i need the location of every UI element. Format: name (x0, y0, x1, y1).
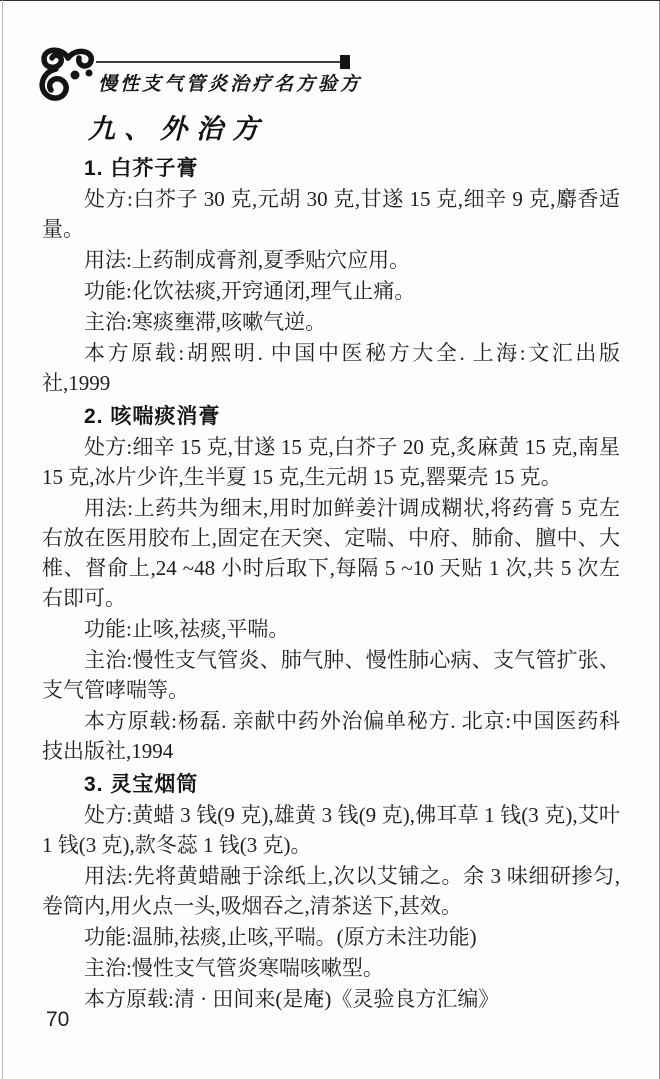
page-header (34, 44, 660, 110)
rule-end-square-icon (340, 55, 350, 69)
page-content (42, 112, 620, 1015)
prescription-3 (42, 772, 620, 1014)
prescription-3-usage: 用法:先将黄蜡融于涂纸上,次以艾铺之。余 3 味细研掺匀,卷筒内,用火点一头,吸烟吞之,清茶送下,甚效。 (42, 864, 620, 918)
prescription-3-recipe: 处方:黄蜡 3 钱(9 克),雄黄 3 钱(9 克),佛耳草 1 钱(3 克),艾叶 1 钱(3 克),款冬蕊 1 钱(3 克)。 (42, 803, 620, 857)
book-title: 慢性支气管炎治疗名方验方 (98, 74, 363, 95)
prescription-2 (42, 404, 620, 766)
prescription-2-indication: 主治:慢性支气管炎、肺气肿、慢性肺心病、支气管扩张、支气管哮喘等。 (42, 648, 620, 702)
prescription-1-indication: 主治:寒痰壅滞,咳嗽气逆。 (84, 310, 327, 334)
prescription-2-usage: 用法:上药共为细末,用时加鲜姜汁调成糊状,将药膏 5 克左右放在医用胶布上,固定在天突、定喘、中府、肺俞、膻中、大椎、督俞上,24 ~48 小时后取下,每隔 5 ~10 天贴 1 次,共 5 次左右即可。 (42, 496, 620, 610)
prescription-1-heading: 1. 白芥子膏 (84, 157, 199, 180)
prescription-2-source: 本方原载:杨磊. 亲献中药外治偏单秘方. 北京:中国医药科技出版社,1994 (42, 709, 620, 763)
flourish-ornament-icon (34, 44, 100, 106)
prescription-1-recipe: 处方:白芥子 30 克,元胡 30 克,甘遂 15 克,细辛 9 克,麝香适量。 (42, 187, 620, 241)
section-title: 九、外治方 (88, 114, 268, 144)
prescription-3-source: 本方原载:清 · 田间来(是庵)《灵验良方汇编》 (84, 987, 500, 1011)
prescription-1 (42, 156, 620, 398)
prescription-3-heading: 3. 灵宝烟筒 (84, 773, 199, 796)
prescription-2-heading: 2. 咳喘痰消膏 (84, 405, 221, 428)
prescription-1-function: 功能:化饮祛痰,开窍通闭,理气止痛。 (84, 279, 416, 303)
prescription-3-function: 功能:温肺,祛痰,止咳,平喘。(原方未注功能) (84, 925, 477, 949)
prescription-1-usage: 用法:上药制成膏剂,夏季贴穴应用。 (84, 248, 411, 272)
header-rule (96, 61, 340, 63)
page-number: 70 (46, 1008, 70, 1031)
prescription-1-source: 本方原载:胡熙明. 中国中医秘方大全. 上海:文汇出版社,1999 (42, 341, 620, 395)
prescription-3-indication: 主治:慢性支气管炎寒喘咳嗽型。 (84, 956, 384, 980)
prescription-2-function: 功能:止咳,祛痰,平喘。 (84, 617, 290, 641)
prescription-2-recipe: 处方:细辛 15 克,甘遂 15 克,白芥子 20 克,炙麻黄 15 克,南星 15 克,冰片少许,生半夏 15 克,生元胡 15 克,罂粟壳 15 克。 (42, 435, 620, 489)
